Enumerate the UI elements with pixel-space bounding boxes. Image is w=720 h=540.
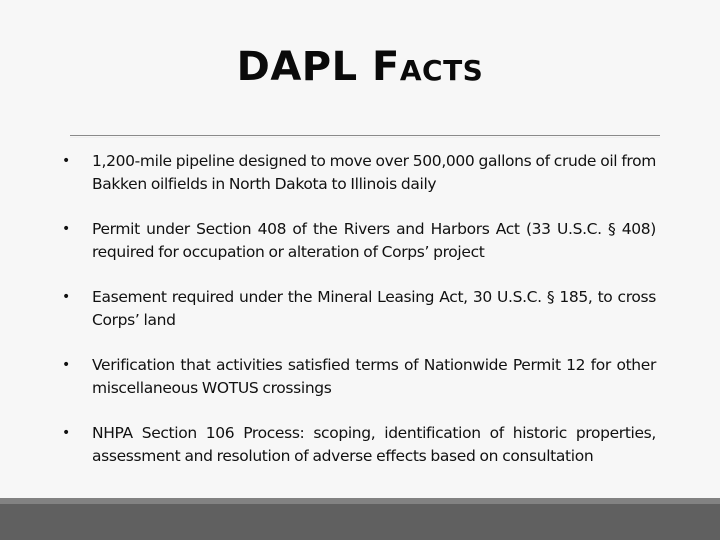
bullet-icon: • [62,357,71,373]
bullet-icon: • [62,289,71,305]
bullet-text: Easement required under the Mineral Leasing Act, 30 U.S.C. § 185, to cross Corps’ land [92,288,656,329]
bullet-text: Permit under Section 408 of the Rivers and Harbors Act (33 U.S.C. § 408) required for occupation or alteration of Corps’ project [92,220,656,261]
bullet-text: 1,200-mile pipeline designed to move over 500,000 gallons of crude oil from Bakken oilfields in North Dakota to Illinois daily [92,152,656,193]
bullet-text: NHPA Section 106 Process: scoping, identification of historic properties, assessment and resolution of adverse effects based on consultation [92,424,656,465]
slide-title: DAPL Facts [236,44,484,90]
footer-band [0,504,720,540]
bullet-icon: • [62,153,71,169]
title-divider [70,135,660,136]
bullet-icon: • [62,425,71,441]
bullet-text: Verification that activities satisfied terms of Nationwide Permit 12 for other miscellaneous WOTUS crossings [92,356,656,397]
bullet-icon: • [62,221,71,237]
